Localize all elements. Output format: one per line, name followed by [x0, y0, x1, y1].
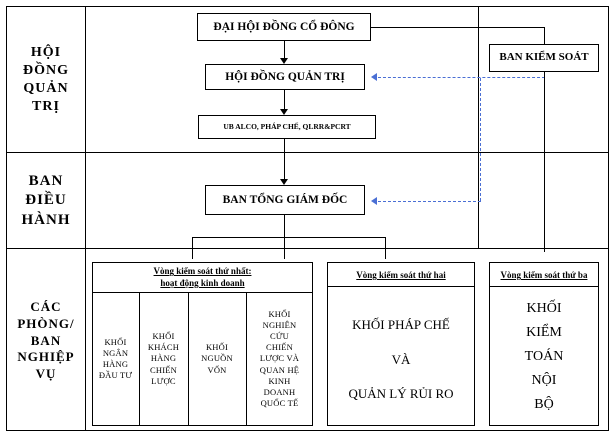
ring2-title: Vòng kiểm soát thứ hai	[356, 270, 446, 281]
frame-bottom-border	[6, 430, 609, 431]
col-line: KHỐI	[152, 331, 175, 342]
col-line: CỨU	[269, 331, 289, 342]
ring2-body-khoi-phap-che-va-quan-ly-rui-ro[interactable]	[329, 300, 473, 420]
left-label-ban-dieu-hanh	[8, 158, 84, 244]
left-label-line: HỘI	[30, 44, 62, 60]
left-label-line: BAN	[30, 332, 62, 348]
edge-dhdcd-to-bks-vertical	[544, 27, 545, 44]
ring3-body-line: BỘ	[534, 396, 554, 412]
edge-dhdcd-to-hdqt	[284, 41, 285, 58]
ring2-body-line: KHỐI PHÁP CHẾ	[352, 317, 450, 333]
ring1-title-line-1: Vòng kiểm soát thứ nhất:	[153, 266, 252, 277]
ring3-title: Vòng kiểm soát thứ ba	[500, 270, 588, 281]
col-line: KHỐI	[268, 309, 291, 320]
ring3-body-line: NỘI	[531, 372, 557, 388]
ring3-body-khoi-kiem-toan-noi-bo[interactable]	[491, 294, 597, 420]
left-label-line: PHÒNG/	[17, 315, 75, 331]
arrowhead-dashed-bks-to-hdqt	[371, 73, 377, 81]
col-line: HÀNG	[102, 359, 129, 369]
left-label-column-divider	[85, 6, 86, 431]
left-label-line: ĐỒNG	[23, 62, 69, 78]
col-line: NGUỒN	[201, 353, 233, 364]
frame-left-border	[6, 6, 7, 431]
band-separator-2	[6, 248, 609, 249]
node-ban-kiem-soat[interactable]: BAN KIỂM SOÁT	[489, 44, 599, 72]
col-line: CHIẾN	[266, 342, 293, 353]
ring2-title-divider	[327, 286, 475, 287]
left-label-line: ĐIỀU	[25, 192, 67, 209]
left-label-hoi-dong-quan-tri	[8, 14, 84, 146]
col-line: KHỐI	[104, 336, 127, 347]
col-line: QUỐC TẾ	[260, 397, 299, 408]
arrowhead-dashed-bks-to-btgd	[371, 197, 377, 205]
dashed-bks-to-hdqt	[378, 77, 545, 78]
edge-btgd-branch-right	[385, 237, 386, 259]
col-line: QUAN HỆ	[259, 364, 300, 375]
edge-btgd-branch-mid	[284, 237, 285, 259]
col-line: CHIẾN	[150, 364, 177, 375]
ring3-title-divider	[489, 286, 599, 287]
edge-btgd-stem	[284, 215, 285, 237]
left-label-line: BAN	[28, 172, 64, 189]
node-dai-hoi-dong-co-dong[interactable]: ĐẠI HỘI ĐỒNG CỔ ĐÔNG	[197, 13, 371, 41]
col-line: KHỐI	[205, 342, 229, 353]
edge-btgd-distribution-bar	[192, 237, 385, 238]
left-label-line: CÁC	[30, 298, 62, 314]
band-separator-1	[6, 152, 609, 153]
edge-bks-to-ring3	[544, 72, 545, 252]
right-upper-divider	[478, 6, 479, 248]
left-label-cac-phong-ban-nghiep-vu	[8, 258, 84, 424]
edge-btgd-branch-left	[192, 237, 193, 259]
left-label-line: NGHIỆP	[17, 349, 75, 365]
node-hoi-dong-quan-tri[interactable]: HỘI ĐỒNG QUẢN TRỊ	[205, 64, 365, 90]
arrowhead-dhdcd-to-hdqt	[280, 58, 288, 64]
col-line: ĐẦU TƯ	[98, 370, 133, 381]
dashed-bks-to-btgd	[378, 201, 481, 202]
col-line: NGÂN	[102, 347, 129, 358]
col-line: LƯỢC	[151, 375, 176, 386]
ring1-col-khoi-nguon-von[interactable]	[189, 296, 245, 422]
frame-right-border	[608, 6, 609, 431]
node-ban-tong-giam-doc[interactable]: BAN TỔNG GIÁM ĐỐC	[205, 185, 365, 215]
arrowhead-hdqt-to-uyban	[280, 109, 288, 115]
col-line: NGHIÊN	[262, 320, 297, 331]
edge-dhdcd-to-bks-horizontal	[371, 27, 544, 28]
ring1-col-khoi-khach-hang-chien-luoc[interactable]	[140, 296, 187, 422]
edge-hdqt-to-uyban	[284, 90, 285, 109]
ring2-body-line: VÀ	[391, 351, 411, 367]
left-label-line: QUẢN	[23, 81, 69, 96]
ring2-body-line: QUẢN LÝ RỦI RO	[348, 385, 454, 401]
node-uy-ban-alco-phap-che[interactable]: UB ALCO, PHÁP CHẾ, QLRR&PCRT	[198, 115, 376, 139]
col-line: HÀNG	[150, 353, 177, 364]
col-line: VỐN	[207, 364, 227, 375]
ring1-col-khoi-ngan-hang-dau-tu[interactable]	[93, 296, 138, 422]
ring1-title-line-2: hoạt động kinh doanh	[160, 278, 245, 288]
left-label-line: HÀNH	[21, 211, 71, 228]
ring1-title	[94, 266, 311, 290]
dashed-bks-vertical-to-btgd	[480, 78, 481, 201]
arrowhead-uyban-to-btgd	[280, 179, 288, 185]
col-line: KINH	[268, 375, 291, 386]
edge-uyban-to-btgd	[284, 139, 285, 179]
ring3-body-line: KHỐI	[526, 300, 562, 316]
col-line: KHÁCH	[147, 342, 180, 353]
ring1-col-khoi-nghien-cuu-chien-luoc[interactable]	[247, 294, 312, 424]
left-label-line: VỤ	[35, 366, 57, 382]
left-label-line: TRỊ	[32, 99, 60, 115]
ring3-body-line: KIỂM	[526, 324, 562, 340]
ring3-body-line: TOÁN	[524, 348, 564, 364]
ring1-title-divider	[92, 292, 313, 293]
col-line: LƯỢC VÀ	[259, 353, 300, 364]
col-line: DOANH	[263, 386, 296, 397]
frame-top-border	[6, 6, 609, 7]
